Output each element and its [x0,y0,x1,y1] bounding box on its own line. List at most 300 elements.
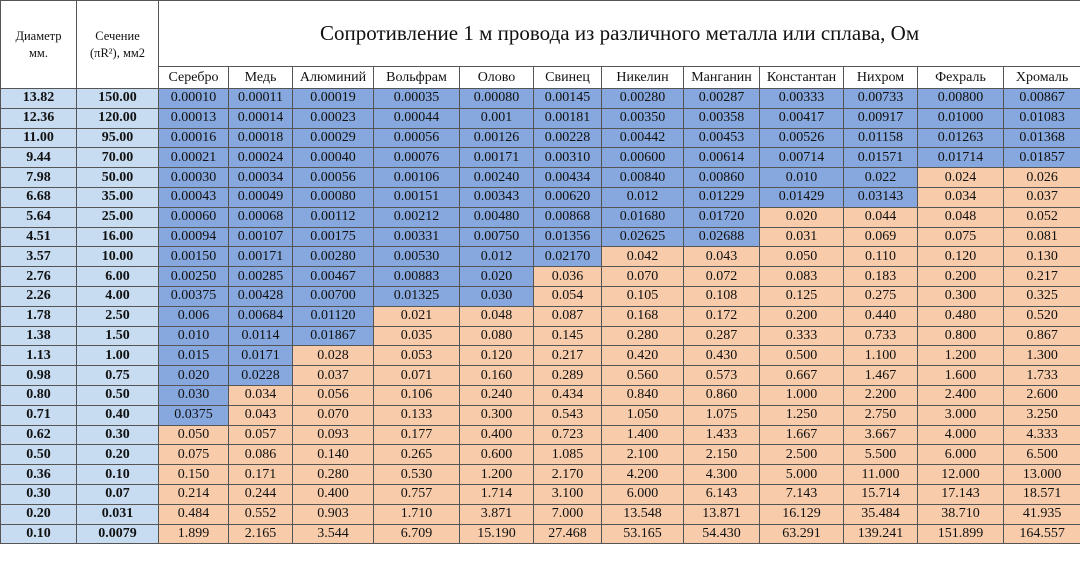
resistance-cell: 0.028 [293,346,374,366]
resistance-cell: 54.430 [684,524,760,544]
resistance-cell: 0.867 [1004,326,1080,346]
diameter-cell: 0.62 [1,425,77,445]
resistance-cell: 0.00018 [229,128,293,148]
resistance-cell: 2.200 [844,385,918,405]
resistance-cell: 0.00035 [374,89,460,109]
resistance-cell: 0.006 [159,306,229,326]
resistance-cell: 0.00029 [293,128,374,148]
resistance-cell: 0.400 [460,425,534,445]
resistance-cell: 0.01120 [293,306,374,326]
resistance-cell: 0.560 [602,366,684,386]
resistance-cell: 0.00150 [159,247,229,267]
resistance-cell: 0.00145 [534,89,602,109]
resistance-cell: 0.00011 [229,89,293,109]
resistance-cell: 3.000 [918,405,1004,425]
resistance-cell: 0.00013 [159,108,229,128]
resistance-cell: 0.106 [374,385,460,405]
resistance-cell: 0.172 [684,306,760,326]
resistance-cell: 0.00750 [460,227,534,247]
diameter-cell: 1.38 [1,326,77,346]
resistance-cell: 0.02625 [602,227,684,247]
resistance-cell: 0.00467 [293,267,374,287]
table-row [1,346,1080,366]
resistance-cell: 6.143 [684,484,760,504]
resistance-cell: 0.00171 [460,148,534,168]
resistance-cell: 0.00917 [844,108,918,128]
resistance-cell: 0.420 [602,346,684,366]
resistance-cell: 0.00107 [229,227,293,247]
resistance-cell: 1.899 [159,524,229,544]
table-row [1,267,1080,287]
resistance-cell: 0.00250 [159,267,229,287]
resistance-cell: 0.171 [229,465,293,485]
metal-header: Олово [460,67,534,89]
resistance-cell: 0.00840 [602,168,684,188]
table-row [1,89,1080,109]
resistance-cell: 0.600 [460,445,534,465]
table-row [1,247,1080,267]
section-cell: 2.50 [77,306,159,326]
resistance-cell: 0.042 [602,247,684,267]
resistance-cell: 0.217 [534,346,602,366]
metal-header: Вольфрам [374,67,460,89]
resistance-cell: 16.129 [760,504,844,524]
resistance-cell: 63.291 [760,524,844,544]
table-row [1,108,1080,128]
resistance-cell: 0.105 [602,286,684,306]
table-row [1,366,1080,386]
section-header: Сечение (πR²), мм2 [77,1,159,89]
resistance-cell: 0.00112 [293,207,374,227]
metal-header: Свинец [534,67,602,89]
table-row [1,484,1080,504]
resistance-cell: 1.250 [760,405,844,425]
resistance-cell: 4.300 [684,465,760,485]
resistance-cell: 0.01571 [844,148,918,168]
resistance-cell: 1.714 [460,484,534,504]
resistance-cell: 6.500 [1004,445,1080,465]
resistance-cell: 1.467 [844,366,918,386]
resistance-cell: 0.01714 [918,148,1004,168]
resistance-cell: 0.00056 [374,128,460,148]
resistance-cell: 0.010 [159,326,229,346]
diameter-cell: 0.50 [1,445,77,465]
resistance-cell: 0.03143 [844,187,918,207]
resistance-cell: 0.031 [760,227,844,247]
resistance-cell: 0.01680 [602,207,684,227]
resistance-cell: 4.000 [918,425,1004,445]
diameter-cell: 4.51 [1,227,77,247]
resistance-cell: 0.00068 [229,207,293,227]
table-row [1,207,1080,227]
resistance-cell: 0.00684 [229,306,293,326]
resistance-cell: 0.01083 [1004,108,1080,128]
resistance-cell: 0.00181 [534,108,602,128]
section-cell: 0.40 [77,405,159,425]
resistance-cell: 0.00014 [229,108,293,128]
section-cell: 0.031 [77,504,159,524]
diameter-cell: 0.20 [1,504,77,524]
resistance-cell: 0.00021 [159,148,229,168]
resistance-cell: 1.000 [760,385,844,405]
resistance-cell: 0.00526 [760,128,844,148]
resistance-cell: 0.00010 [159,89,229,109]
resistance-cell: 1.600 [918,366,1004,386]
resistance-cell: 0.289 [534,366,602,386]
diameter-cell: 7.98 [1,168,77,188]
resistance-cell: 0.00883 [374,267,460,287]
resistance-cell: 6.000 [918,445,1004,465]
resistance-cell: 0.00620 [534,187,602,207]
table-row [1,326,1080,346]
resistance-cell: 41.935 [1004,504,1080,524]
resistance-cell: 3.667 [844,425,918,445]
resistance-cell: 0.300 [918,286,1004,306]
diameter-cell: 1.13 [1,346,77,366]
resistance-cell: 0.130 [1004,247,1080,267]
resistance-cell: 0.080 [460,326,534,346]
resistance-cell: 35.484 [844,504,918,524]
resistance-cell: 0.430 [684,346,760,366]
resistance-cell: 0.280 [293,465,374,485]
table-row [1,524,1080,544]
resistance-cell: 0.034 [918,187,1004,207]
section-cell: 120.00 [77,108,159,128]
resistance-cell: 5.000 [760,465,844,485]
table-row [1,445,1080,465]
resistance-cell: 3.544 [293,524,374,544]
resistance-cell: 0.030 [460,286,534,306]
resistance-cell: 0.022 [844,168,918,188]
resistance-cell: 0.00333 [760,89,844,109]
table-row [1,465,1080,485]
resistance-cell: 0.00126 [460,128,534,148]
resistance-cell: 0.043 [684,247,760,267]
resistance-cell: 0.00175 [293,227,374,247]
resistance-cell: 0.733 [844,326,918,346]
resistance-cell: 0.120 [918,247,1004,267]
metal-header: Никелин [602,67,684,89]
section-cell: 0.20 [77,445,159,465]
section-cell: 6.00 [77,267,159,287]
resistance-cell: 0.723 [534,425,602,445]
resistance-cell: 0.287 [684,326,760,346]
resistance-cell: 0.00600 [602,148,684,168]
resistance-cell: 0.00285 [229,267,293,287]
resistance-cell: 0.280 [602,326,684,346]
resistance-cell: 0.00030 [159,168,229,188]
resistance-cell: 0.00867 [1004,89,1080,109]
resistance-cell: 0.00023 [293,108,374,128]
diameter-cell: 0.10 [1,524,77,544]
section-cell: 0.75 [77,366,159,386]
resistance-cell: 1.075 [684,405,760,425]
resistance-cell: 0.325 [1004,286,1080,306]
diameter-cell: 1.78 [1,306,77,326]
resistance-cell: 0.01857 [1004,148,1080,168]
resistance-cell: 0.00350 [602,108,684,128]
resistance-cell: 0.244 [229,484,293,504]
resistance-cell: 0.035 [374,326,460,346]
resistance-cell: 0.800 [918,326,1004,346]
resistance-cell: 0.00106 [374,168,460,188]
resistance-cell: 1.100 [844,346,918,366]
resistance-cell: 0.048 [460,306,534,326]
resistance-cell: 0.021 [374,306,460,326]
resistance-cell: 0.140 [293,445,374,465]
diameter-cell: 0.30 [1,484,77,504]
resistance-cell: 0.00080 [293,187,374,207]
section-cell: 4.00 [77,286,159,306]
resistance-cell: 0.075 [159,445,229,465]
resistance-cell: 0.036 [534,267,602,287]
resistance-cell: 0.530 [374,465,460,485]
resistance-cell: 0.020 [760,207,844,227]
resistance-cell: 0.00480 [460,207,534,227]
resistance-cell: 0.001 [460,108,534,128]
resistance-cell: 0.00060 [159,207,229,227]
resistance-cell: 0.00171 [229,247,293,267]
resistance-cell: 0.145 [534,326,602,346]
table-row [1,187,1080,207]
resistance-cell: 0.160 [460,366,534,386]
section-cell: 150.00 [77,89,159,109]
resistance-cell: 0.00530 [374,247,460,267]
resistance-cell: 0.110 [844,247,918,267]
resistance-cell: 0.00310 [534,148,602,168]
resistance-cell: 0.108 [684,286,760,306]
resistance-cell: 0.0171 [229,346,293,366]
diameter-cell: 0.36 [1,465,77,485]
resistance-cell: 139.241 [844,524,918,544]
resistance-cell: 4.200 [602,465,684,485]
resistance-cell: 13.000 [1004,465,1080,485]
table-row [1,385,1080,405]
resistance-cell: 0.00056 [293,168,374,188]
resistance-cell: 0.00040 [293,148,374,168]
table-header [1,1,1080,89]
resistance-cell: 164.557 [1004,524,1080,544]
section-cell: 25.00 [77,207,159,227]
diameter-cell: 0.80 [1,385,77,405]
diameter-cell: 6.68 [1,187,77,207]
resistance-cell: 0.860 [684,385,760,405]
resistance-cell: 0.02170 [534,247,602,267]
resistance-cell: 0.00080 [460,89,534,109]
resistance-cell: 0.00733 [844,89,918,109]
resistance-cell: 0.903 [293,504,374,524]
resistance-cell: 6.709 [374,524,460,544]
resistance-cell: 18.571 [1004,484,1080,504]
resistance-cell: 0.054 [534,286,602,306]
table-row [1,425,1080,445]
resistance-cell: 0.00434 [534,168,602,188]
resistance-cell: 0.00151 [374,187,460,207]
resistance-cell: 0.00019 [293,89,374,109]
diameter-cell: 2.26 [1,286,77,306]
resistance-cell: 1.667 [760,425,844,445]
resistance-cell: 0.275 [844,286,918,306]
resistance-cell: 0.050 [159,425,229,445]
resistance-cell: 0.00280 [602,89,684,109]
resistance-cell: 0.00428 [229,286,293,306]
resistance-cell: 1.400 [602,425,684,445]
resistance-cell: 0.400 [293,484,374,504]
metal-header: Фехраль [918,67,1004,89]
resistance-cell: 0.044 [844,207,918,227]
section-cell: 0.0079 [77,524,159,544]
resistance-cell: 0.00049 [229,187,293,207]
section-cell: 16.00 [77,227,159,247]
resistance-cell: 0.01000 [918,108,1004,128]
resistance-cell: 15.190 [460,524,534,544]
metal-header: Медь [229,67,293,89]
section-cell: 50.00 [77,168,159,188]
resistance-cell: 0.480 [918,306,1004,326]
resistance-cell: 0.048 [918,207,1004,227]
table-row [1,148,1080,168]
resistance-cell: 2.750 [844,405,918,425]
section-cell: 10.00 [77,247,159,267]
diameter-cell: 9.44 [1,148,77,168]
resistance-cell: 0.00044 [374,108,460,128]
resistance-cell: 3.100 [534,484,602,504]
resistance-cell: 0.01356 [534,227,602,247]
table-row [1,306,1080,326]
resistance-cell: 0.543 [534,405,602,425]
metal-header: Константан [760,67,844,89]
resistance-cell: 0.093 [293,425,374,445]
resistance-cell: 2.600 [1004,385,1080,405]
resistance-cell: 1.050 [602,405,684,425]
resistance-cell: 0.01229 [684,187,760,207]
resistance-cell: 0.00358 [684,108,760,128]
diameter-cell: 12.36 [1,108,77,128]
resistance-cell: 15.714 [844,484,918,504]
resistance-cell: 0.333 [760,326,844,346]
resistance-cell: 1.710 [374,504,460,524]
table-row [1,286,1080,306]
diameter-cell: 5.64 [1,207,77,227]
resistance-cell: 0.015 [159,346,229,366]
resistance-cell: 2.170 [534,465,602,485]
resistance-cell: 0.520 [1004,306,1080,326]
resistance-cell: 0.484 [159,504,229,524]
section-cell: 95.00 [77,128,159,148]
resistance-cell: 0.01158 [844,128,918,148]
resistance-cell: 0.240 [460,385,534,405]
resistance-cell: 7.143 [760,484,844,504]
resistance-cell: 0.00212 [374,207,460,227]
resistance-cell: 17.143 [918,484,1004,504]
resistance-cell: 0.070 [293,405,374,425]
table-row [1,504,1080,524]
table-title: Сопротивление 1 м провода из различного металла или сплава, Ом [159,1,1080,67]
resistance-cell: 0.030 [159,385,229,405]
resistance-cell: 5.500 [844,445,918,465]
resistance-cell: 0.075 [918,227,1004,247]
metal-header: Алюминий [293,67,374,89]
resistance-cell: 0.053 [374,346,460,366]
diameter-cell: 13.82 [1,89,77,109]
resistance-cell: 0.050 [760,247,844,267]
resistance-cell: 0.02688 [684,227,760,247]
resistance-cell: 0.024 [918,168,1004,188]
resistance-cell: 0.00714 [760,148,844,168]
resistance-cell: 0.133 [374,405,460,425]
table-row [1,405,1080,425]
resistance-cell: 0.00024 [229,148,293,168]
resistance-cell: 0.037 [1004,187,1080,207]
resistance-cell: 0.200 [918,267,1004,287]
resistance-cell: 0.150 [159,465,229,485]
resistance-cell: 151.899 [918,524,1004,544]
resistance-cell: 0.00240 [460,168,534,188]
resistance-cell: 0.667 [760,366,844,386]
resistance-cell: 0.00700 [293,286,374,306]
diameter-cell: 2.76 [1,267,77,287]
resistance-cell: 0.757 [374,484,460,504]
resistance-cell: 0.037 [293,366,374,386]
resistance-cell: 0.840 [602,385,684,405]
diameter-cell: 11.00 [1,128,77,148]
resistance-cell: 2.165 [229,524,293,544]
resistance-cell: 0.00800 [918,89,1004,109]
resistance-cell: 0.00442 [602,128,684,148]
resistance-cell: 12.000 [918,465,1004,485]
resistance-cell: 6.000 [602,484,684,504]
section-cell: 1.50 [77,326,159,346]
resistance-cell: 1.300 [1004,346,1080,366]
diameter-cell: 0.98 [1,366,77,386]
resistance-cell: 0.086 [229,445,293,465]
resistance-cell: 11.000 [844,465,918,485]
resistance-cell: 0.434 [534,385,602,405]
resistance-cell: 0.00280 [293,247,374,267]
resistance-cell: 0.00614 [684,148,760,168]
resistance-cell: 0.00034 [229,168,293,188]
resistance-cell: 0.120 [460,346,534,366]
section-cell: 0.07 [77,484,159,504]
resistance-cell: 0.069 [844,227,918,247]
resistance-cell: 1.200 [918,346,1004,366]
resistance-cell: 0.168 [602,306,684,326]
resistance-cell: 0.00868 [534,207,602,227]
resistance-cell: 0.00043 [159,187,229,207]
resistance-cell: 0.056 [293,385,374,405]
diameter-header: Диаметр мм. [1,1,77,89]
metal-header: Хромаль [1004,67,1080,89]
resistance-cell: 0.043 [229,405,293,425]
section-cell: 70.00 [77,148,159,168]
resistance-cell: 2.400 [918,385,1004,405]
resistance-cell: 0.0375 [159,405,229,425]
resistance-cell: 0.125 [760,286,844,306]
diameter-cell: 0.71 [1,405,77,425]
resistance-cell: 0.00287 [684,89,760,109]
table-body [1,89,1080,544]
resistance-cell: 0.0114 [229,326,293,346]
resistance-cell: 0.440 [844,306,918,326]
resistance-cell: 0.083 [760,267,844,287]
resistance-cell: 0.034 [229,385,293,405]
resistance-cell: 0.500 [760,346,844,366]
resistance-cell: 0.00094 [159,227,229,247]
diameter-cell: 3.57 [1,247,77,267]
resistance-cell: 0.020 [460,267,534,287]
section-cell: 0.10 [77,465,159,485]
resistance-cell: 1.200 [460,465,534,485]
